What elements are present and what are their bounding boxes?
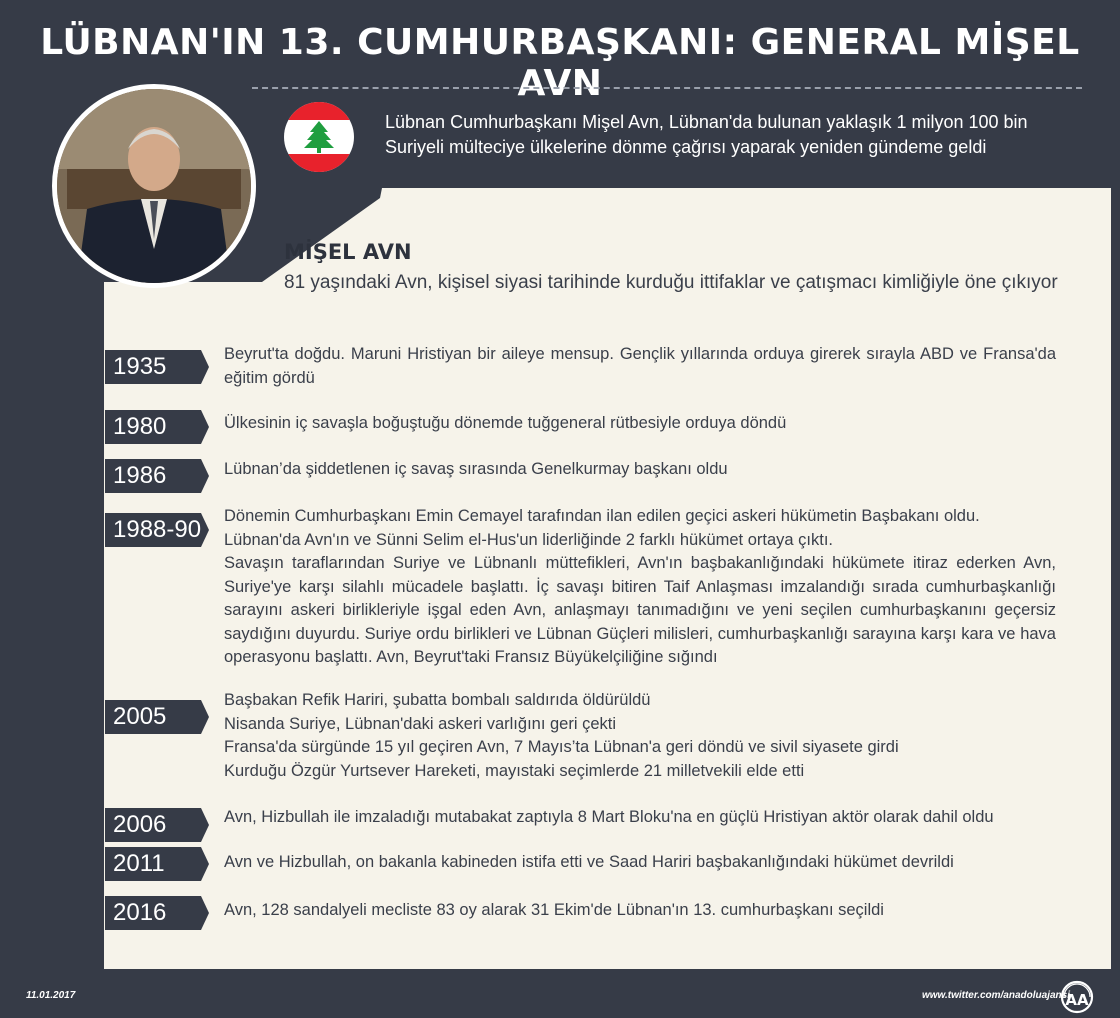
timeline-entry-line: Avn, Hizbullah ile imzaladığı mutabakat zaptıyla 8 Mart Bloku'na en güçlü Hristiyan aktör olarak dahil oldu <box>224 808 994 826</box>
year-label: 2011 <box>113 850 165 877</box>
year-label: 2016 <box>113 899 167 926</box>
footer-date: 11.01.2017 <box>26 990 76 1001</box>
timeline-entry-line: Başbakan Refik Hariri, şubatta bombalı saldırıda öldürüldü <box>224 691 651 709</box>
year-tag <box>105 350 209 384</box>
year-label: 1988-90 <box>113 516 202 543</box>
timeline-entry <box>224 505 1056 670</box>
year-tag <box>105 410 209 444</box>
timeline-entry <box>224 806 1056 830</box>
timeline-entry-line: Ülkesinin iç savaşla boğuştuğu dönemde tuğgeneral rütbesiyle orduya döndü <box>224 414 787 432</box>
year-tag <box>105 700 209 734</box>
year-tag <box>105 513 209 547</box>
timeline-entry <box>224 412 1056 436</box>
year-label: 2006 <box>113 811 167 838</box>
profile-name: MİŞEL AVN <box>284 240 412 264</box>
lebanon-flag-icon <box>284 102 354 172</box>
timeline-entry <box>224 851 1056 875</box>
timeline-entry <box>224 689 1056 783</box>
portrait-photo <box>52 84 256 288</box>
intro-line-2: Suriyeli mülteciye ülkelerine dönme çağrısı yaparak yeniden gündeme geldi <box>385 137 987 157</box>
page-title: LÜBNAN'IN 13. CUMHURBAŞKANI: GENERAL MİŞEL AVN <box>40 22 1080 104</box>
timeline-entry <box>224 458 1056 482</box>
year-label: 1980 <box>113 413 167 440</box>
timeline-entry-line: Nisanda Suriye, Lübnan'daki askeri varlığını geri çekti <box>224 714 617 733</box>
timeline-entry-line: Lübnan'da Avn'ın ve Sünni Selim el-Hus'un liderliğinde 2 farklı hükümet ortaya çıktı. <box>224 530 833 549</box>
year-tag <box>105 896 209 930</box>
footer-twitter-link[interactable]: www.twitter.com/anadoluajansi <box>922 990 1070 1001</box>
year-label: 1935 <box>113 353 167 380</box>
year-tag <box>105 459 209 493</box>
timeline-entry-line: Beyrut'ta doğdu. Maruni Hristiyan bir aileye mensup. Gençlik yıllarında orduya girerek sırayla ABD ve Fransa'da eğitim gördü <box>224 345 1056 387</box>
timeline-entry-line: Dönemin Cumhurbaşkanı Emin Cemayel tarafından ilan edilen geçici askeri hükümetin Başbakanı oldu. <box>224 507 980 525</box>
timeline-entry-line: Fransa'da sürgünde 15 yıl geçiren Avn, 7 Mayıs’ta Lübnan'a geri döndü ve sivil siyasete girdi <box>224 738 899 756</box>
timeline-entry <box>224 899 1056 923</box>
profile-subtitle: 81 yaşındaki Avn, kişisel siyasi tarihinde kurduğu ittifaklar ve çatışmacı kimliğiyle öne çıkıyor <box>284 272 1058 293</box>
timeline-entry-line: Kurduğu Özgür Yurtsever Hareketi, mayıstaki seçimlerde 21 milletvekili elde etti <box>224 761 805 780</box>
year-tag <box>105 808 209 842</box>
aa-logo-text: AA <box>1065 991 1089 1009</box>
year-tag <box>105 847 209 881</box>
intro-text <box>385 110 1085 160</box>
year-label: 2005 <box>113 703 167 730</box>
timeline-entry-line: Avn ve Hizbullah, on bakanla kabineden istifa etti ve Saad Hariri başbakanlığındaki hükümet devrildi <box>224 853 954 871</box>
timeline-entry-line: Avn, 128 sandalyeli mecliste 83 oy alarak 31 Ekim'de Lübnan'ın 13. cumhurbaşkanı seçildi <box>224 901 884 919</box>
timeline-entry-line: Lübnan’da şiddetlenen iç savaş sırasında Genelkurmay başkanı oldu <box>224 460 728 478</box>
timeline-entry-line: Savaşın taraflarından Suriye ve Lübnanlı müttefikleri, Avn'ın başbakanlığındaki hükümete itiraz ederken Avn, Suriye'ye karşı silahlı mücadele başlattı. İç savaşı bitiren Taif Anlaşması imzalandığı sırada cumhurbaşkanlığı sarayını askeri birlikleriyle işgal eden Avn, anlaşmayı tanımadığını ve yeni seçilen cumhurbaşkanını geçersiz saydığını duyurdu. Suriye ordu birlikleri ve Lübnan Güçleri milisleri, cumhurbaşkanlığı sarayına karşı kara ve hava operasyonu başlattı. Avn, Beyrut'taki Fransız Büyükelçiliğine sığındı <box>224 554 1056 666</box>
year-label: 1986 <box>113 462 167 489</box>
aa-logo-icon <box>1060 980 1094 1014</box>
timeline-entry <box>224 343 1056 390</box>
intro-line-1: Lübnan Cumhurbaşkanı Mişel Avn, Lübnan'da bulunan yaklaşık 1 milyon 100 bin <box>385 112 1028 132</box>
